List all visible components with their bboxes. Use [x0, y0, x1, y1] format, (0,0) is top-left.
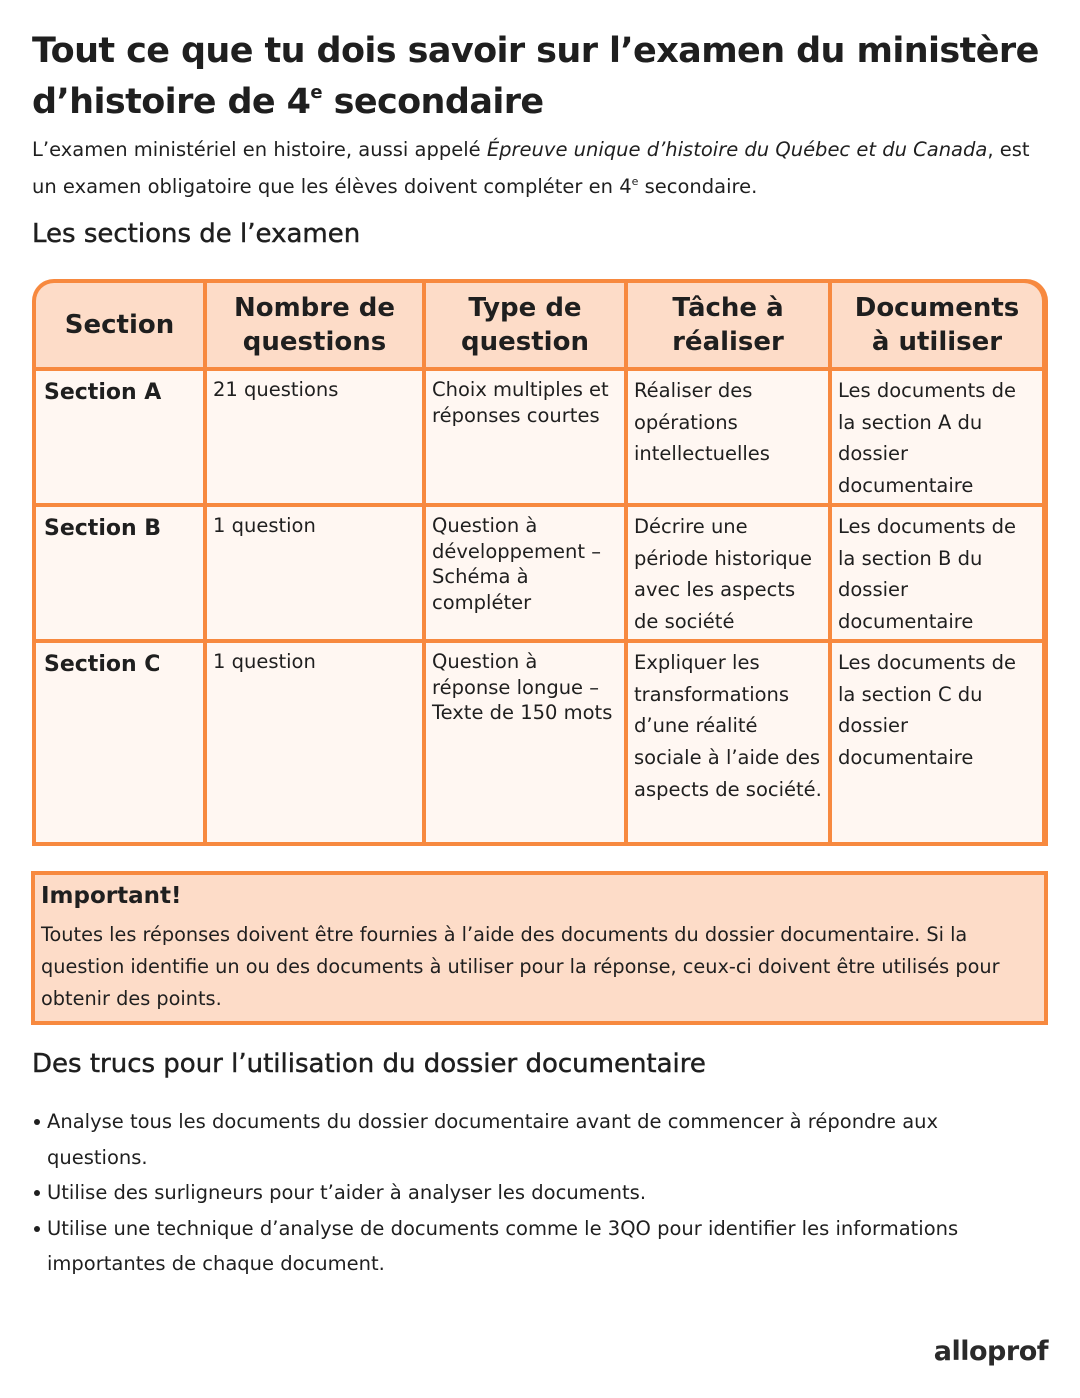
- tips-list: [32, 1104, 1042, 1282]
- cell-section-a: Section A: [36, 371, 203, 503]
- tip-item: Utilise des surligneurs pour t’aider à analyser les documents.: [32, 1175, 1042, 1211]
- important-title: Important!: [41, 883, 182, 909]
- header-documents: Documents à utiliser: [832, 283, 1042, 367]
- tip-item: Utilise une technique d’analyse de documents comme le 3QO pour identifier les informations importantes de chaque document.: [32, 1211, 1042, 1282]
- title-line2-end: secondaire: [322, 82, 544, 122]
- cell-c-type: Question à réponse longue – Texte de 150 mots: [426, 643, 624, 842]
- cell-a-type: Choix multiples et réponses courtes: [426, 371, 624, 503]
- header-type-question: Type de question: [426, 283, 624, 367]
- header-tache: Tâche à réaliser: [628, 283, 828, 367]
- page-title: [32, 30, 1042, 123]
- header-nombre-questions: Nombre de questions: [207, 283, 422, 367]
- tip-item: Analyse tous les documents du dossier documentaire avant de commencer à répondre aux questions.: [32, 1104, 1042, 1175]
- intro-sup: e: [631, 175, 639, 188]
- intro-part3: secondaire.: [638, 175, 758, 198]
- sections-table: [32, 279, 1048, 846]
- tips-heading: Des trucs pour l’utilisation du dossier documentaire: [32, 1049, 706, 1079]
- cell-section-b: Section B: [36, 507, 203, 639]
- important-body: Toutes les réponses doivent être fournies à l’aide des documents du dossier documentaire. Si la question identifie un ou des documents à utiliser pour la réponse, ceux-ci doivent être utilisés pour obtenir des points.: [41, 923, 1000, 1010]
- intro-paragraph: [32, 134, 1052, 203]
- cell-a-documents: Les documents de la section A du dossier documentaire: [832, 371, 1042, 503]
- title-sup: e: [310, 82, 322, 103]
- cell-b-tache: Décrire une période historique avec les aspects de société: [628, 507, 828, 639]
- cell-c-nombre: 1 question: [207, 643, 422, 842]
- cell-b-nombre: 1 question: [207, 507, 422, 639]
- intro-exam-name: Épreuve unique d’histoire du Québec et du Canada: [486, 138, 988, 161]
- sections-heading: Les sections de l’examen: [32, 219, 361, 249]
- header-section: Section: [36, 283, 203, 367]
- cell-section-c: Section C: [36, 643, 203, 842]
- important-callout: [31, 871, 1048, 1025]
- cell-b-documents: Les documents de la section B du dossier documentaire: [832, 507, 1042, 639]
- cell-b-type: Question à développement – Schéma à compléter: [426, 507, 624, 639]
- cell-a-tache: Réaliser des opérations intellectuelles: [628, 371, 828, 503]
- cell-c-documents: Les documents de la section C du dossier documentaire: [832, 643, 1042, 842]
- cell-c-tache: Expliquer les transformations d’une réalité sociale à l’aide des aspects de société.: [628, 643, 828, 842]
- title-line2: d’histoire de 4: [32, 82, 311, 122]
- alloprof-logo: alloprof: [933, 1336, 1048, 1367]
- cell-a-nombre: 21 questions: [207, 371, 422, 503]
- intro-part1: L’examen ministériel en histoire, aussi appelé: [32, 138, 487, 161]
- title-line1: Tout ce que tu dois savoir sur l’examen du ministère: [32, 31, 1039, 71]
- intro-part2: , est un examen obligatoire que les élèves doivent compléter en 4: [32, 138, 1030, 198]
